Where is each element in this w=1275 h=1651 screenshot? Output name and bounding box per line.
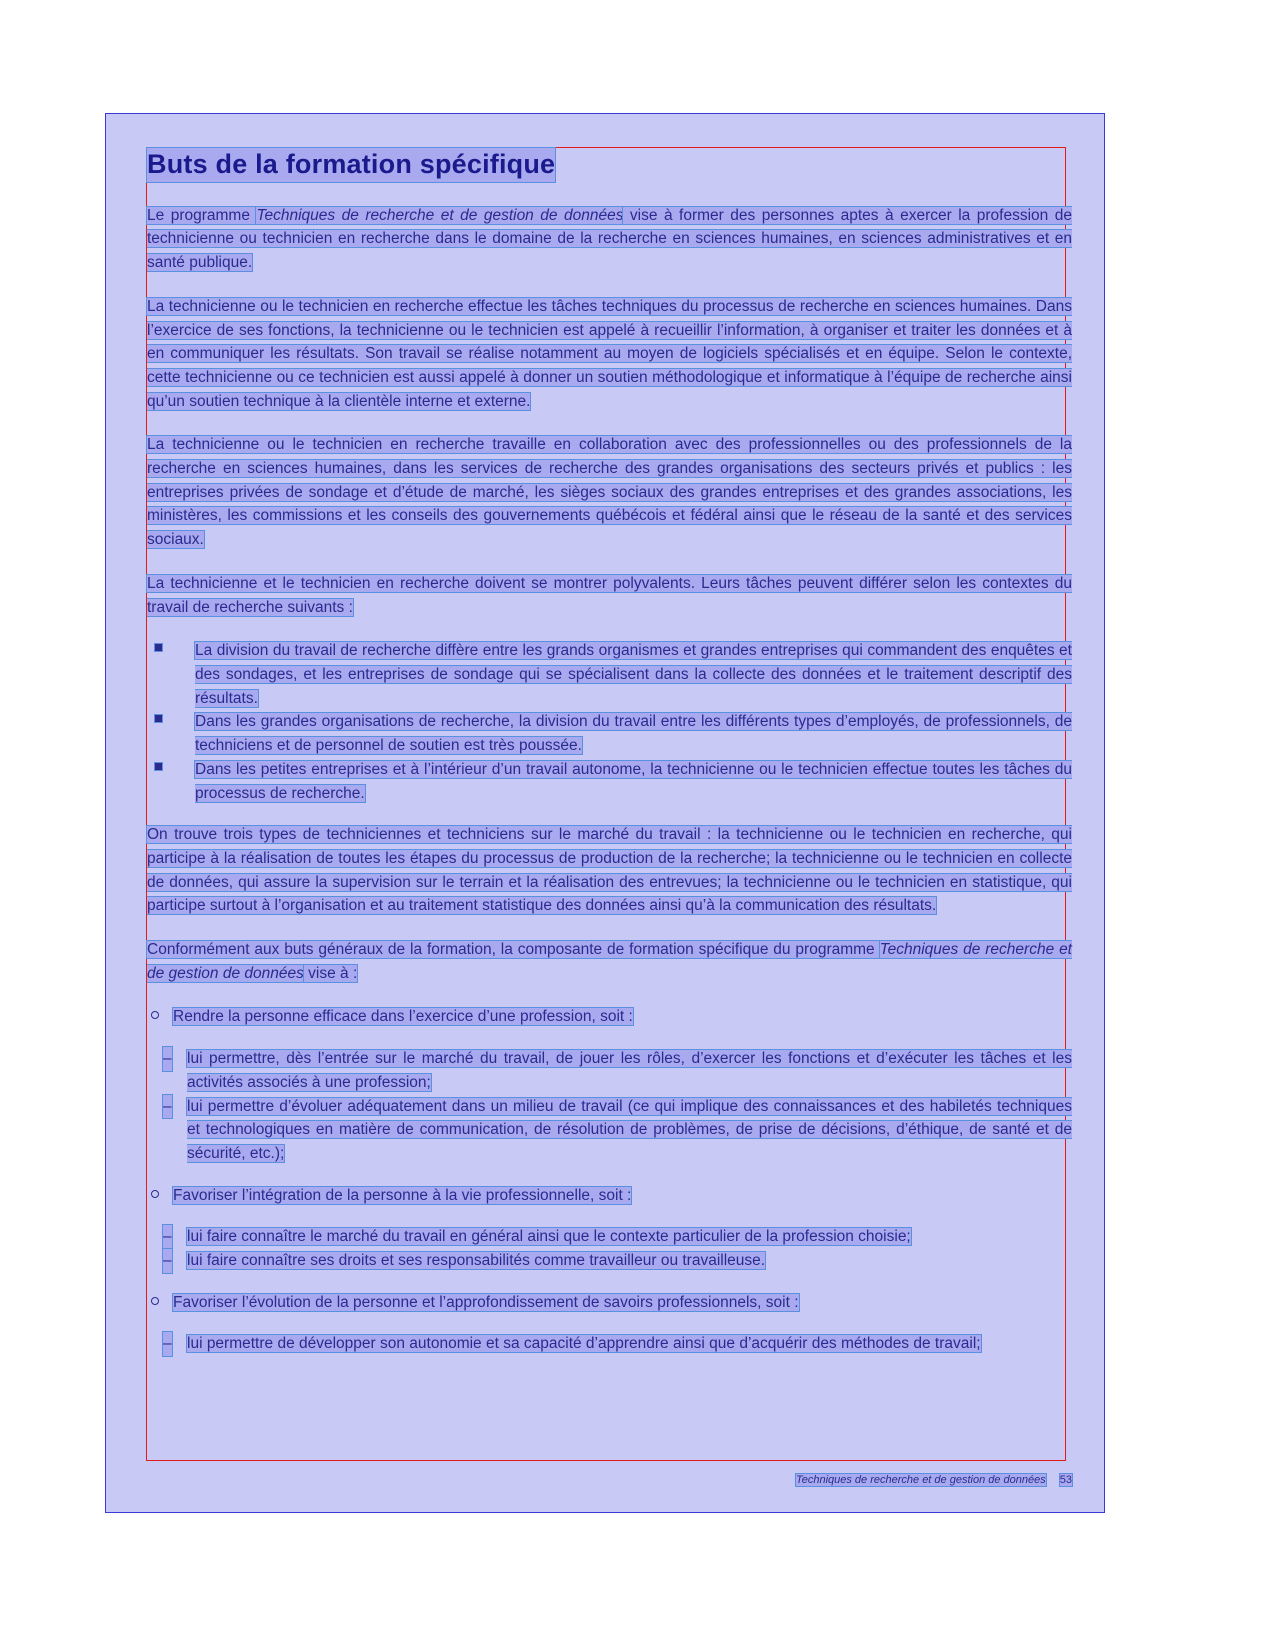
- list-item: [147, 1332, 1072, 1356]
- document-content: [147, 148, 1072, 1486]
- list-item: [147, 758, 1072, 805]
- paragraph-1-run-3: vise à former des personnes aptes à exercer la profession de technicienne ou technicien en recherche dans le domaine de la recherche en sciences humaines, en sciences administratives et en santé publique.: [147, 206, 1072, 272]
- paragraph-1: [147, 204, 1072, 275]
- goal-3-sub-1-text: lui permettre de développer son autonomie et sa capacité d’apprendre ainsi que d’acquérir des méthodes de travail;: [187, 1335, 981, 1353]
- circle-bullet-icon: [151, 1011, 159, 1019]
- paragraph-2: [147, 295, 1072, 414]
- context-list: [147, 639, 1072, 805]
- goal-group-1: [147, 1005, 1072, 1165]
- goal-1-sub-2-text: lui permettre d’évoluer adéquatement dans un milieu de travail (ce qui implique des connaissances et des habiletés techniques et technologiques en matière de communication, de résolution de problèmes, de prise de décisions, d’éthique, de santé et de sécurité, etc.);: [187, 1097, 1072, 1162]
- circle-bullet-icon: [151, 1297, 159, 1305]
- goal-3-subitems: [147, 1332, 1072, 1356]
- list-item: [147, 1095, 1072, 1166]
- goals-list-2: [147, 1184, 1072, 1208]
- list-item: [147, 1291, 1072, 1315]
- goals-list-1: [147, 1005, 1072, 1029]
- paragraph-6-run-3: vise à :: [303, 964, 358, 982]
- paragraph-6: [147, 938, 1072, 985]
- paragraph-5-text: On trouve trois types de techniciennes et techniciens sur le marché du travail : la technicienne ou le technicien en recherche, qui participe à la réalisation de toutes les étapes du processus de production de la recherche; la technicienne ou le technicien en collecte de données, qui assure la supervision sur le terrain et la réalisation des entrevues; la technicienne ou le technicien en statistique, qui participe surtout à l’organisation et au traitement statistique des données ainsi qu’à la communication des résultats.: [147, 826, 1072, 915]
- dash-bullet-icon: –: [163, 1332, 172, 1356]
- dash-bullet-icon: –: [163, 1095, 172, 1119]
- footer-page-number: 53: [1059, 1474, 1072, 1486]
- square-bullet-icon: [155, 763, 162, 770]
- context-item-1-text: La division du travail de recherche diffère entre les grands organismes et grandes entreprises qui commandent des enquêtes et des sondages, et les entreprises de sondage qui se spécialisent dans la collecte des données et le traitement descriptif des résultats.: [195, 642, 1072, 707]
- paragraph-6-run-2: Techniques de recherche et de gestion de données: [147, 941, 1072, 982]
- goal-2-sub-2-text: lui faire connaître ses droits et ses responsabilités comme travailleur ou travailleuse.: [187, 1252, 766, 1270]
- context-item-2-text: Dans les grandes organisations de recherche, la division du travail entre les différents types d’employés, de professionnels, de techniciens et de personnel de soutien est très poussée.: [195, 713, 1072, 755]
- goals-list-3: [147, 1291, 1072, 1315]
- list-item: [147, 710, 1072, 757]
- goal-2-subitems: [147, 1225, 1072, 1272]
- paragraph-3-text: La technicienne ou le technicien en recherche travaille en collaboration avec des professionnelles ou des professionnels de la recherche en sciences humaines, dans les services de recherche des grandes organisations des secteurs privés et publics : les entreprises privées de sondage et d’étude de marché, les sièges sociaux des grandes entreprises et des grandes associations, les ministères, les commissions et les conseils des gouvernements québécois et fédéral ainsi que le réseau de la santé et des services sociaux.: [147, 436, 1072, 549]
- goal-group-2: [147, 1184, 1072, 1273]
- paragraph-6-run-1: Conformément aux buts généraux de la formation, la composante de formation spécifique du programme: [147, 941, 880, 959]
- page-title-wrapper: [147, 148, 1072, 182]
- paragraph-4-text: La technicienne et le technicien en recherche doivent se montrer polyvalents. Leurs tâches peuvent différer selon les contextes du travail de recherche suivants :: [147, 574, 1072, 616]
- list-item: [147, 1047, 1072, 1094]
- list-item: [147, 1184, 1072, 1208]
- paragraph-1-run-1: Le programme: [147, 206, 257, 224]
- circle-bullet-icon: [151, 1190, 159, 1198]
- dash-bullet-icon: –: [163, 1249, 172, 1273]
- goal-3-lead: Favoriser l’évolution de la personne et l’approfondissement de savoirs professionnels, soit :: [173, 1293, 799, 1311]
- document-page: [105, 113, 1105, 1513]
- page-title: Buts de la formation spécifique: [147, 148, 555, 182]
- context-item-3-text: Dans les petites entreprises et à l’intérieur d’un travail autonome, la technicienne ou le technicien effectue toutes les tâches du processus de recherche.: [195, 760, 1072, 802]
- dash-bullet-icon: –: [163, 1225, 172, 1249]
- paragraph-4: [147, 572, 1072, 619]
- list-item: [147, 639, 1072, 710]
- goal-1-lead: Rendre la personne efficace dans l’exercice d’une profession, soit :: [173, 1008, 633, 1026]
- dash-bullet-icon: –: [163, 1047, 172, 1071]
- goal-2-sub-1-text: lui faire connaître le marché du travail en général ainsi que le contexte particulier de la profession choisie;: [187, 1228, 911, 1246]
- page-footer: [147, 1474, 1072, 1486]
- square-bullet-icon: [155, 644, 162, 651]
- paragraph-2-text: La technicienne ou le technicien en recherche effectue les tâches techniques du processus de recherche en sciences humaines. Dans l’exercice de ses fonctions, la technicienne ou le technicien est appelé à recueillir l’information, à organiser et traiter les données et à en communiquer les résultats. Son travail se réalise notamment au moyen de logiciels spécialisés et en équipe. Selon le contexte, cette technicienne ou ce technicien est aussi appelé à donner un soutien méthodologique et informatique à l’équipe de recherche ainsi qu’un soutien technique à la clientèle interne et externe.: [147, 297, 1072, 410]
- footer-document-name: Techniques de recherche et de gestion de données: [796, 1474, 1046, 1486]
- goal-1-subitems: [147, 1047, 1072, 1166]
- paragraph-1-run-2: Techniques de recherche et de gestion de données: [256, 206, 624, 224]
- list-item: [147, 1249, 1072, 1273]
- square-bullet-icon: [155, 715, 162, 722]
- list-item: [147, 1005, 1072, 1029]
- goal-group-3: [147, 1291, 1072, 1356]
- paragraph-5: [147, 823, 1072, 918]
- paragraph-3: [147, 433, 1072, 552]
- goal-2-lead: Favoriser l’intégration de la personne à la vie professionnelle, soit :: [173, 1186, 632, 1204]
- goal-1-sub-1-text: lui permettre, dès l’entrée sur le marché du travail, de jouer les rôles, d’exercer les fonctions et d’exécuter les tâches et les activités associés à une profession;: [187, 1050, 1072, 1091]
- list-item: [147, 1225, 1072, 1249]
